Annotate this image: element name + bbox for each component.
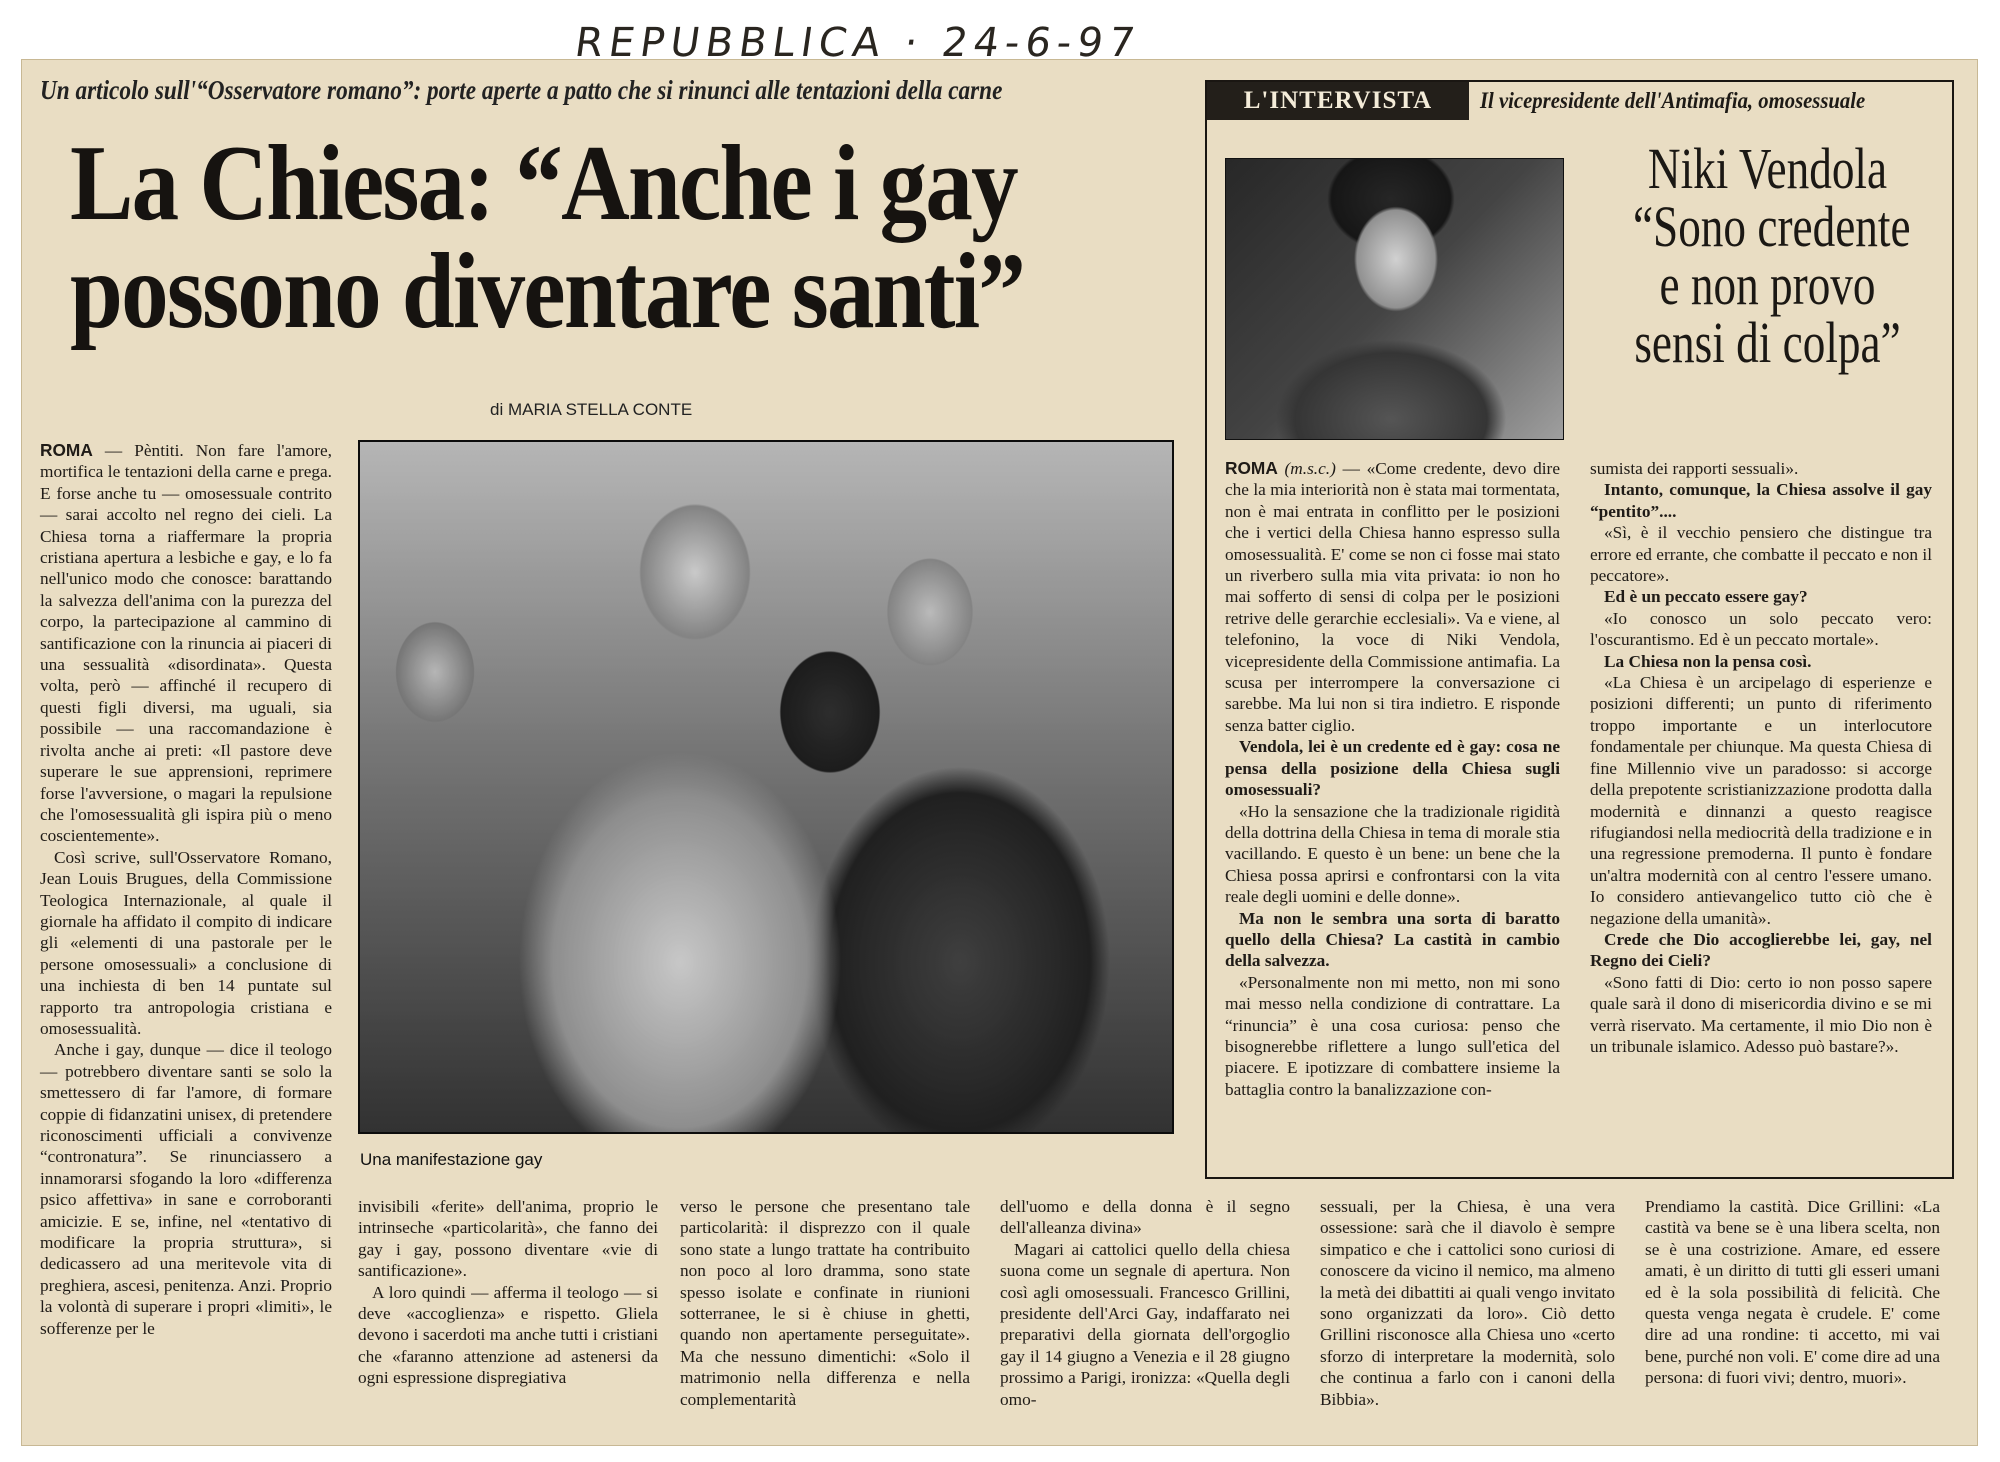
answer-1: «Ho la sensazione che la tradizionale rigidità della dottrina della Chiesa in tema di morale stia vacillando. E questo è un bene: un bene che la Chiesa possa aprirsi e confrontarsi con la vita reale degli uomini e delle donne».	[1225, 801, 1560, 907]
handwritten-source-note: REPUBBLICA · 24-6-97	[572, 20, 1144, 66]
dateline: ROMA	[40, 440, 93, 460]
interview-title	[1632, 136, 1911, 375]
photo-caption: Una manifestazione gay	[360, 1150, 543, 1169]
article-headline	[70, 124, 1064, 351]
article-byline: di MARIA STELLA CONTE	[490, 400, 693, 419]
article-column-6: Prendiamo la castità. Dice Grillini: «La castità va bene se è una libera scelta, non se è una costrizione. Amare, ed essere amati, è un diritto di tutti gli esseri umani ed è la sola possibilità di felicità. Che questa venga negata è crudele. E' come dire ad una rondine: ti accetto, mi vai bene, purché non voli. E' come dire ad una persona: di fuori vivi; dentro, muori».	[1645, 1197, 1940, 1388]
answer-5: «La Chiesa è un arcipelago di esperienze e posizioni differenti; un punto di riferimento troppo importante e un interlocutore fondamentale per chiunque. Ma questa Chiesa di fine Millennio vive un paradosso: si accorge della prepotente scristianizzazione prodotta dalla modernità e dinnanzi a questo reagisce rifugiandosi nella mediocrità della tradizione e in una regressione premoderna. Il punto è fondare un'altra modernità con al centro l'essere umano. Io considero antievangelico tutto ciò che è negazione della umanità».	[1590, 673, 1932, 928]
article-column-5: sessuali, per la Chiesa, è una vera ossessione: sarà che il diavolo è sempre simpatico e che i cattolici sono curiosi di conoscere da vicino il nemico, ma almeno la metà dei dibattiti ai quali vengo invitato sono organizzati da loro». Ciò detto Grillini risconosce alla Chiesa uno «certo sforzo di interpretare la modernità, solo che continua a farlo con i canoni della Bibbia».	[1320, 1197, 1615, 1409]
question-2: Ma non le sembra una sorta di baratto quello della Chiesa? La castità in cambio della salvezza.	[1225, 908, 1560, 971]
vendola-portrait-photo	[1225, 158, 1564, 440]
article-kicker: Un articolo sull'“Osservatore romano”: porte aperte a patto che si rinunci alle tentazioni della carne	[40, 75, 1003, 105]
answer-3: «Sì, è il vecchio pensiero che distingue tra errore ed errante, che combatte il peccato e non il peccatore».	[1590, 523, 1932, 586]
question-3: Intanto, comunque, la Chiesa assolve il gay “pentito”....	[1590, 480, 1932, 521]
article-column-4: dell'uomo e della donna è il segno dell'alleanza divina» Magari ai cattolici quello della chiesa suona come un segnale di apertura. Non così agli omosessuali. Francesco Grillini, presidente dell'Arci Gay, indaffarato nei preparativi della giornata dell'orgoglio gay il 14 giugno a Venezia e il 28 giugno prossimo a Parigi, ironizza: «Quella degli omo-	[1000, 1197, 1290, 1409]
question-5: La Chiesa non la pensa così.	[1604, 651, 1812, 671]
interview-author: (m.s.c.)	[1284, 459, 1336, 478]
interview-dateline: ROMA	[1225, 458, 1278, 478]
answer-2: «Personalmente non mi metto, non mi sono mai messo nella condizione di contrattare. La “rinuncia” è una cosa curiosa: penso che bisognerebbe riflettere a lungo sull'etica del piacere. E ipotizzare di combattere insieme la battaglia contro la banalizzazione con-	[1225, 972, 1560, 1099]
headline-line-2: possono diventare santi”	[70, 232, 1025, 351]
question-1: Vendola, lei è un credente ed è gay: cosa ne pensa della posizione della Chiesa sugli omosessuali?	[1225, 737, 1560, 800]
interview-title-line-4: sensi di colpa”	[1634, 310, 1901, 375]
interview-title-line-2: “Sono credente	[1632, 194, 1911, 259]
interview-column-1: ROMA (m.s.c.) — «Come credente, devo dire che la mia interiorità non è stata mai tormentata, non è mai entrata in conflitto per le posizioni che i vertici della Chiesa hanno espresso sulla omosessualità. E' come se non ci fosse mai stato un riverbero sulla mia vita privata: io non ho mai sofferto di sensi di colpa per le posizioni retrive delle gerarchie ecclesiali». Va e viene, al telefonino, la voce di Niki Vendola, vicepresidente della Commissione antimafia. La scusa per interrompere la conversazione ci sarebbe. Ma lui non si tira indietro. E risponde senza batter ciglio. Vendola, lei è un credente ed è gay: cosa ne pensa della posizione della Chiesa sugli omosessuali? «Ho la sensazione che la tradizionale rigidità della dottrina della Chiesa in tema di morale stia vacillando. E questo è un bene: un bene che la Chiesa possa aprirsi e confrontarsi con la vita reale degli uomini e delle donne». Ma non le sembra una sorta di baratto quello della Chiesa? La castità in cambio della salvezza. «Personalmente non mi metto, non mi sono mai messo nella condizione di contrattare. La “rinuncia” è una cosa curiosa: penso che bisognerebbe riflettere a lungo sull'etica del piacere. E ipotizzare di combattere insieme la battaglia contro la banalizzazione con-	[1225, 458, 1560, 1099]
article-column-1: ROMA — Pèntiti. Non fare l'amore, mortifica le tentazioni della carne e prega. E forse anche tu — omosessuale contrito — sarai accolto nel regno dei cieli. La Chiesa torna a riaffermare la propria cristiana apertura a lesbiche e gay, e lo fa nell'unico modo che conosce: barattando la salvezza dell'anima con la purezza del corpo, la partecipazione al cammino di santificazione con la rinuncia ai piaceri di una sessualità «disordinata». Questa volta, però — affinché il recupero di questi figli diversi, ma uguali, sia possibile — una raccomandazione è rivolta anche ai preti: «Il pastore deve superare le sue apprensioni, reprimere forse l'avversione, o magari la repulsione che l'omosessualità gli ispira più o meno coscientemente». Così scrive, sull'Osservatore Romano, Jean Louis Brugues, della Commissione Teologica Internazionale, al quale il giornale ha affidato il compito di indicare gli «elementi di una pastorale per le persone omosessuali» a conclusione di una inchiesta di ben 14 puntate sul rapporto tra antropologia cristiana e omosessualità. Anche i gay, dunque — dice il teologo — potrebbero diventare santi se solo la smettessero di far l'amore, di formare coppie di fidanzatini unisex, di pretendere riconoscimenti ufficiali a convivenze “contronatura”. Se rinunciassero a innamorarsi sfogando la loro «differenza psico affettiva» in sane e corroboranti amicizie. E se, infine, nel «tentativo di modificare la propria struttura», si dedicassero ad una meritevole vita di preghiera, ascesi, penitenza. Anzi. Proprio la volontà di superare i propri «limiti», le sofferenze per le	[40, 440, 332, 1338]
headline-line-1: La Chiesa: “Anche i gay	[70, 124, 1017, 243]
question-4: Ed è un peccato essere gay?	[1604, 587, 1808, 607]
gay-pride-photo	[358, 440, 1174, 1134]
article-column-2: invisibili «ferite» dell'anima, proprio le intrinseche «particolarità», che fanno dei gay i gay, possono diventare «vie di santificazione». A loro quindi — afferma il teologo — si deve «accoglienza» e rispetto. Gliela devono i sacerdoti ma anche tutti i cristiani che «faranno attenzione ad astenersi da ogni espressione dispregiativa	[358, 1197, 658, 1388]
interview-title-line-1: Niki Vendola	[1647, 136, 1888, 201]
answer-6: «Sono fatti di Dio: certo io non posso sapere quale sarà il dono di misericordia divino e se mi verrà riservato. Ma certamente, il mio Dio non è un tribunale islamico. Adesso può bastare?».	[1590, 972, 1932, 1056]
interview-column-2: sumista dei rapporti sessuali». Intanto, comunque, la Chiesa assolve il gay “pentito”.... «Sì, è il vecchio pensiero che distingue tra errore ed errante, che combatte il peccato e non il peccatore». Ed è un peccato essere gay? «Io conosco un solo peccato vero: l'oscurantismo. Ed è un peccato mortale». La Chiesa non la pensa così. «La Chiesa è un arcipelago di esperienze e posizioni differenti; un punto di riferimento troppo importante e un interlocutore fondamentale per chiunque. Ma questa Chiesa di fine Millennio vive un paradosso: si accorge della prepotente scristianizzazione prodotta dalla modernità e dinnanzi a questo reagisce rifugiandosi nella mediocrità della tradizione e in una regressione premoderna. Il punto è fondare un'altra modernità con al centro l'essere umano. Io considero antievangelico tutto ciò che è negazione della umanità». Crede che Dio accoglierebbe lei, gay, nel Regno dei Cieli? «Sono fatti di Dio: certo io non posso sapere quale sarà il dono di misericordia divino e se mi verrà riservato. Ma certamente, il mio Dio non è un tribunale islamico. Adesso può bastare?».	[1590, 459, 1932, 1056]
interview-title-line-3: e non provo	[1659, 252, 1876, 317]
interview-tag: L'INTERVISTA	[1207, 82, 1469, 120]
article-column-3: verso le persone che presentano tale particolarità: il disprezzo con il quale sono state a lungo trattate ha contribuito non poco al loro dramma, sono state spesso isolate e confinate in riunioni sotterranee, le si è chiuse in ghetti, quando non apertamente perseguitate». Ma che nessuno dimentichi: «Solo il matrimonio nella differenza e nella complementarità	[680, 1197, 970, 1409]
answer-4: «Io conosco un solo peccato vero: l'oscurantismo. Ed è un peccato mortale».	[1590, 608, 1932, 650]
interview-tagline: Il vicepresidente dell'Antimafia, omosessuale	[1480, 88, 1866, 113]
question-6: Crede che Dio accoglierebbe lei, gay, nel Regno dei Cieli?	[1590, 929, 1932, 971]
